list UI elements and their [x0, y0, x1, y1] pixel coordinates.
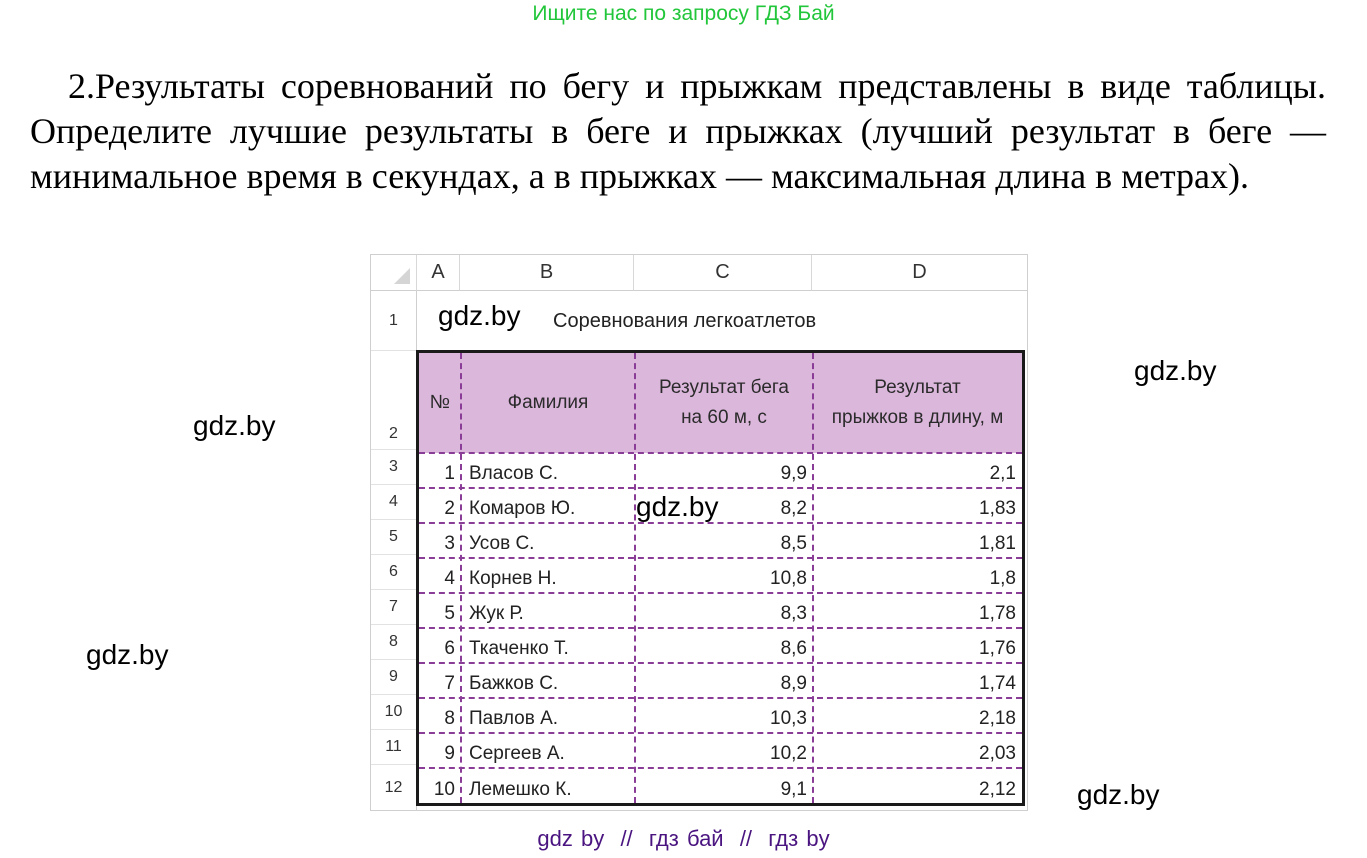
- row-header-4[interactable]: 4: [371, 485, 417, 520]
- cell-run[interactable]: 10,3: [770, 708, 807, 729]
- cell-run[interactable]: 8,9: [780, 673, 807, 694]
- watermark: gdz.by: [86, 639, 169, 670]
- row-header-8[interactable]: 8: [371, 625, 417, 660]
- results-table: [416, 350, 1025, 806]
- cell-name[interactable]: Власов С.: [469, 463, 558, 484]
- cell-run[interactable]: 8,3: [780, 603, 807, 624]
- header-num[interactable]: №: [429, 392, 451, 413]
- cell-num[interactable]: 6: [444, 638, 455, 659]
- column-header-a[interactable]: A: [417, 255, 460, 291]
- cell-jump[interactable]: 1,74: [979, 673, 1016, 694]
- column-header-b[interactable]: B: [460, 255, 634, 291]
- cell-run[interactable]: 10,8: [770, 568, 807, 589]
- cell-name[interactable]: Бажков С.: [469, 673, 559, 694]
- cell-num[interactable]: 7: [444, 673, 455, 694]
- cell-jump[interactable]: 2,1: [989, 463, 1016, 484]
- problem-text: 2.Результаты соревнований по бегу и прыжкам представлены в виде таблицы. Определите лучшие результаты в беге и прыжках (лучший результат в беге — минимальное время в секундах, а в прыжках — максимальная длина в метрах).: [30, 66, 1326, 196]
- cell-name[interactable]: Корнев Н.: [469, 568, 557, 589]
- header-run[interactable]: [635, 353, 813, 453]
- select-all-corner[interactable]: [371, 255, 417, 291]
- sheet-title: Соревнования легкоатлетов: [553, 309, 817, 332]
- cell-name[interactable]: Ткаченко Т.: [469, 638, 569, 659]
- spreadsheet: [370, 254, 1028, 811]
- cell-jump[interactable]: 2,18: [979, 708, 1016, 729]
- cell-num[interactable]: 4: [444, 568, 455, 589]
- cell-name[interactable]: Сергеев А.: [469, 743, 565, 764]
- row-header-3[interactable]: 3: [371, 450, 417, 485]
- row-header-10[interactable]: 10: [371, 695, 417, 730]
- cell-jump[interactable]: 2,03: [979, 743, 1016, 764]
- cell-jump[interactable]: 1,81: [979, 533, 1016, 554]
- cell-num[interactable]: 3: [444, 533, 455, 554]
- watermark: gdz.by: [636, 491, 719, 522]
- row-header-6[interactable]: 6: [371, 555, 417, 590]
- cell-name[interactable]: Лемешко К.: [469, 779, 572, 800]
- cell-jump[interactable]: 1,8: [989, 568, 1016, 589]
- cell-num[interactable]: 10: [433, 779, 455, 800]
- cell-num[interactable]: 2: [444, 498, 455, 519]
- cell-name[interactable]: Павлов А.: [469, 708, 559, 729]
- watermark: gdz.by: [193, 410, 276, 441]
- cell-jump[interactable]: 2,12: [979, 779, 1016, 800]
- cell-run[interactable]: 8,6: [780, 638, 807, 659]
- column-header-c[interactable]: C: [634, 255, 812, 291]
- cell-jump[interactable]: 1,83: [979, 498, 1016, 519]
- cell-num[interactable]: 9: [444, 743, 455, 764]
- header-run-line2: на 60 м, с: [681, 407, 767, 428]
- header-jump[interactable]: [813, 353, 1022, 453]
- cell-run[interactable]: 9,9: [780, 463, 807, 484]
- cell-run[interactable]: 10,2: [770, 743, 807, 764]
- watermark: gdz.by: [1134, 355, 1217, 386]
- cell-num[interactable]: 1: [444, 463, 455, 484]
- cell-name[interactable]: Усов С.: [469, 533, 535, 554]
- header-jump-line1: Результат: [874, 377, 961, 398]
- cell-name[interactable]: Комаров Ю.: [469, 498, 576, 519]
- watermark: gdz.by: [1077, 779, 1160, 810]
- cell-run[interactable]: 8,5: [780, 533, 807, 554]
- column-header-d[interactable]: D: [812, 255, 1027, 291]
- header-surname[interactable]: Фамилия: [507, 392, 589, 413]
- cell-run[interactable]: 8,2: [780, 498, 807, 519]
- row-header-7[interactable]: 7: [371, 590, 417, 625]
- row-header-9[interactable]: 9: [371, 660, 417, 695]
- row-header-1[interactable]: 1: [371, 291, 417, 351]
- row-header-2[interactable]: 2: [371, 351, 417, 450]
- cell-num[interactable]: 5: [444, 603, 455, 624]
- cell-name[interactable]: Жук Р.: [469, 603, 524, 624]
- cell-num[interactable]: 8: [444, 708, 455, 729]
- row-header-12[interactable]: 12: [371, 765, 417, 810]
- watermark: gdz.by: [438, 300, 521, 331]
- header-run-line1: Результат бега: [658, 377, 789, 398]
- header-jump-line2: прыжков в длину, м: [831, 407, 1004, 428]
- cell-run[interactable]: 9,1: [780, 779, 807, 800]
- cell-jump[interactable]: 1,78: [979, 603, 1016, 624]
- row-header-11[interactable]: 11: [371, 730, 417, 765]
- cell-jump[interactable]: 1,76: [979, 638, 1016, 659]
- row-header-5[interactable]: 5: [371, 520, 417, 555]
- search-banner: Ищите нас по запросу ГДЗ Бай: [532, 2, 835, 25]
- footer-links: gdz by // гдз бай // гдз by: [537, 826, 830, 851]
